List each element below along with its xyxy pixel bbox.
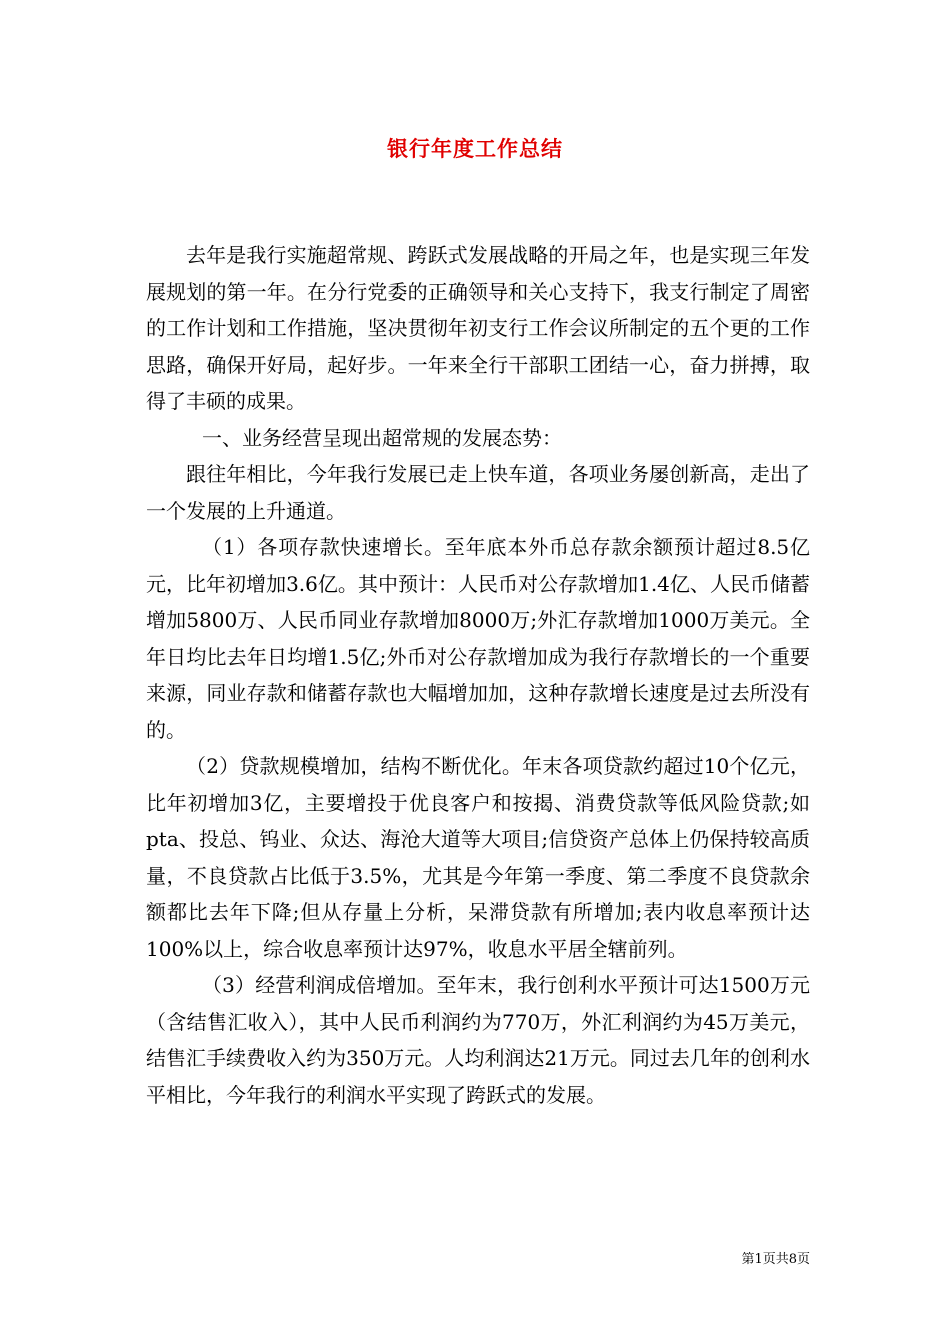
document-body <box>146 237 810 1113</box>
profit-paragraph: （3）经营利润成倍增加。至年末，我行创利水平预计可达1500万元（含结售汇收入），其中人民币利润约为770万，外汇利润约为45万美元，结售汇手续费收入约为350万元。人均利润达21万元。同过去几年的创利水平相比，今年我行的利润水平实现了跨跃式的发展。 <box>146 973 810 1107</box>
page-number-footer: 第1页共8页 <box>741 1252 810 1267</box>
intro-paragraph: 去年是我行实施超常规、跨跃式发展战略的开局之年，也是实现三年发展规划的第一年。在分行党委的正确领导和关心支持下，我支行制定了周密的工作计划和工作措施，坚决贯彻年初支行工作会议所制定的五个更的工作思路，确保开好局，起好步。一年来全行干部职工团结一心，奋力拼搏，取得了丰硕的成果。 <box>146 243 810 413</box>
deposits-paragraph: （1）各项存款快速增长。至年底本外币总存款余额预计超过8.5亿元，比年初增加3.6亿。其中预计：人民币对公存款增加1.4亿、人民币储蓄增加5800万、人民币同业存款增加8000万;外汇存款增加1000万美元。全年日均比去年日均增1.5亿;外币对公存款增加成为我行存款增长的一个重要来源，同业存款和储蓄存款也大幅增加加，这种存款增长速度是过去所没有的。 <box>146 535 810 742</box>
loans-paragraph: （2）贷款规模增加，结构不断优化。年末各项贷款约超过10个亿元，比年初增加3亿，主要增投于优良客户和按揭、消费贷款等低风险贷款;如pta、投总、钨业、众达、海沧大道等大项目;信贷资产总体上仍保持较高质量，不良贷款占比低于3.5%，尤其是今年第一季度、第二季度不良贷款余额都比去年下降;但从存量上分析，呆滞贷款有所增加;表内收息率预计达100%以上，综合收息率预计达97%，收息水平居全辖前列。 <box>146 754 810 961</box>
overview-paragraph: 跟往年相比，今年我行发展已走上快车道，各项业务屡创新高，走出了一个发展的上升通道。 <box>146 462 810 523</box>
document-title: 银行年度工作总结 <box>387 136 563 161</box>
section-heading: 一、业务经营呈现出超常规的发展态势： <box>202 425 562 450</box>
